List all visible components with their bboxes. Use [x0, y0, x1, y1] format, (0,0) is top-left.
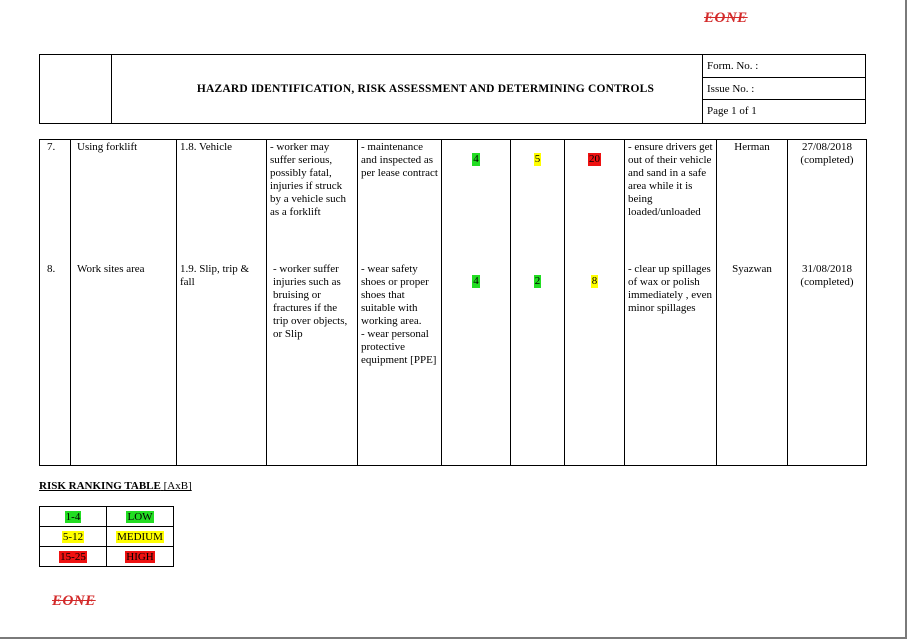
person-in-charge: Syazwan [717, 262, 788, 466]
document-title: HAZARD IDENTIFICATION, RISK ASSESSMENT AND DETERMINING CONTROLS [196, 83, 655, 95]
severity-value: 2 [534, 274, 541, 287]
likelihood-cell [442, 140, 511, 262]
completion-date: 27/08/2018 (completed) [788, 140, 867, 262]
risk-cell [565, 262, 625, 466]
document-header [39, 54, 866, 124]
activity: Work sites area [71, 262, 177, 466]
risk-label: HIGH [126, 550, 154, 563]
likelihood-value: 4 [473, 153, 479, 165]
severity-cell [511, 262, 565, 466]
risk-ranking-title-text: RISK RANKING TABLE [39, 480, 161, 492]
risk-level-row [40, 527, 174, 547]
likelihood-value: 4 [473, 274, 479, 287]
row-number: 7. [40, 140, 71, 262]
form-info [702, 55, 866, 123]
severity-value: 5 [534, 153, 541, 165]
existing-control: - wear safety shoes or proper shoes that suitable with working area. - wear personal protective equipment [PPE] [358, 262, 442, 466]
activity: Using forklift [71, 140, 177, 262]
person-in-charge: Herman [717, 140, 788, 262]
table-row [40, 262, 867, 466]
form-no: Form. No. : [707, 60, 759, 72]
risk-cell [565, 140, 625, 262]
likelihood-cell [442, 262, 511, 466]
row-number: 8. [40, 262, 71, 466]
page-number: Page 1 of 1 [703, 99, 866, 121]
brand-logo-text: EONE [52, 593, 96, 609]
table-row [40, 140, 867, 262]
risk-label: MEDIUM [117, 530, 163, 543]
risk-value: 8 [591, 274, 598, 287]
brand-logo-text: EONE [704, 10, 748, 26]
logo-bottom [52, 592, 96, 610]
risk-ranking-title [39, 480, 192, 492]
existing-control: - maintenance and inspected as per lease contract [358, 140, 442, 262]
hazard: 1.8. Vehicle [177, 140, 267, 262]
risk-label: LOW [127, 510, 153, 523]
risk-value: 20 [589, 153, 600, 165]
issue-no: Issue No. : [703, 77, 866, 99]
risk-ranking-title-suffix: [AxB] [163, 480, 192, 492]
logo-top [704, 9, 748, 27]
recommended-control: - clear up spillages of wax or polish immediately , even minor spillages [625, 262, 717, 466]
risk-ranking-table [39, 506, 174, 567]
risk-range: 15-25 [60, 550, 86, 563]
risk-range: 5-12 [62, 530, 84, 543]
severity-cell [511, 140, 565, 262]
risk-level-row [40, 547, 174, 567]
hazard-table [39, 139, 867, 466]
hazard: 1.9. Slip, trip & fall [177, 262, 267, 466]
risk-level-row [40, 507, 174, 527]
completion-date: 31/08/2018 (completed) [788, 262, 867, 466]
effect: - worker suffer injuries such as bruising or fractures if the trip over objects, or Slip [267, 262, 358, 466]
effect: - worker may suffer serious, possibly fatal, injuries if struck by a vehicle such as a forklift [267, 140, 358, 262]
header-logo-cell [40, 55, 112, 123]
risk-range: 1-4 [65, 510, 81, 523]
recommended-control: - ensure drivers get out of their vehicle and sand in a safe area while it is being loaded/unloaded [625, 140, 717, 262]
